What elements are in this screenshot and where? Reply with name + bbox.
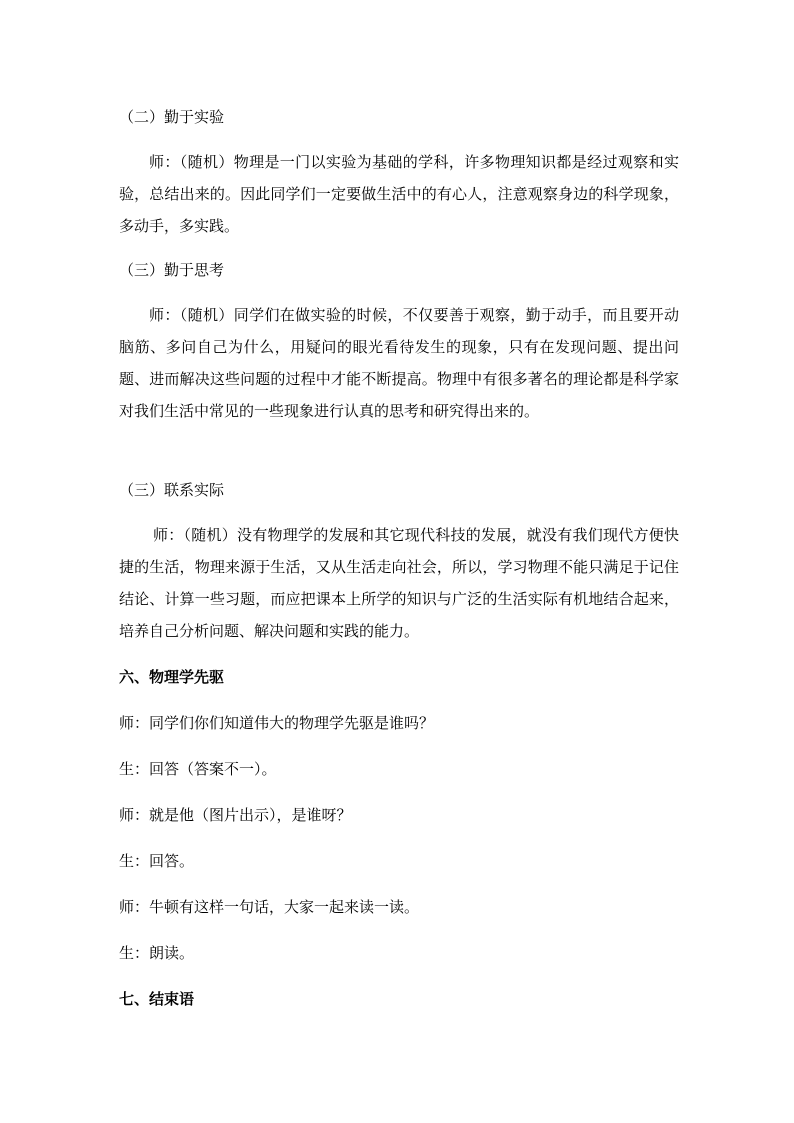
dialogue-line: 生：朗读。 <box>119 944 195 962</box>
paragraph-thinking: 师：（随机）同学们在做实验的时候，不仅要善于观察，勤于动手，而且要开动脑筋、多问自己为什么，用疑问的眼光看待发生的现象，只有在发现问题、提出问题、进而解决这些问题的过程中才能不断提高。物理中有很多著名的理论都是科学家对我们生活中常见的一些现象进行认真的思考和研究得出来的。 <box>119 306 679 420</box>
subheading-experiment: （二）勤于实验 <box>119 108 225 126</box>
dialogue-line: 师：牛顿有这样一句话，大家一起来读一读。 <box>119 898 420 916</box>
section-heading-closing: 七、结束语 <box>119 990 195 1008</box>
dialogue-line: 生：回答。 <box>119 852 195 870</box>
subheading-thinking: （三）勤于思考 <box>119 261 225 279</box>
paragraph-practice: 师：（随机）没有物理学的发展和其它现代科技的发展，就没有我们现代方便快捷的生活，物理来源于生活，又从生活走向社会，所以，学习物理不能只满足于记住结论、计算一些习题，而应把课本上所学的知识与广泛的生活实际有机地结合起来，培养自己分析问题、解决问题和实践的能力。 <box>119 526 679 640</box>
dialogue-line: 生：回答（答案不一）。 <box>119 760 277 778</box>
section-heading-pioneer: 六、物理学先驱 <box>119 668 225 686</box>
dialogue-line: 师：同学们你们知道伟大的物理学先驱是谁吗？ <box>119 714 435 732</box>
paragraph-experiment: 师：（随机）物理是一门以实验为基础的学科，许多物理知识都是经过观察和实验，总结出来的。因此同学们一定要做生活中的有心人，注意观察身边的科学现象，多动手，多实践。 <box>119 153 679 235</box>
subheading-practice: （三）联系实际 <box>119 481 225 499</box>
dialogue-line: 师：就是他（图片出示），是谁呀？ <box>119 806 352 824</box>
